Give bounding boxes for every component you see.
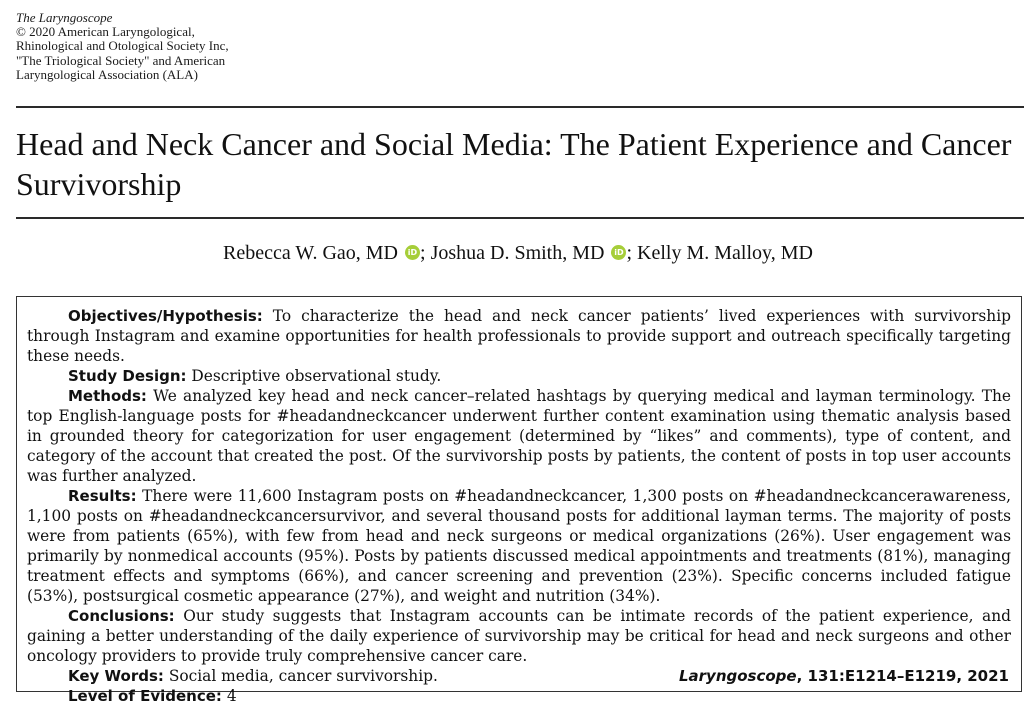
section-heading: Objectives/Hypothesis: — [68, 307, 263, 325]
section-heading: Results: — [68, 487, 137, 505]
copyright-line-2: Rhinological and Otological Society Inc, — [16, 38, 229, 54]
citation — [679, 666, 1009, 686]
section-heading: Study Design: — [68, 367, 187, 385]
section-heading: Key Words: — [68, 667, 164, 685]
journal-name: The Laryngoscope — [16, 10, 113, 25]
abstract-objectives — [27, 306, 1011, 366]
author-name[interactable]: Rebecca W. Gao, MD — [223, 242, 398, 264]
copyright-line-1: © 2020 American Laryngological, — [16, 24, 195, 40]
abstract-study-design — [27, 366, 1011, 386]
abstract-level-of-evidence — [27, 686, 1011, 706]
author-separator: ; — [626, 242, 633, 264]
section-text: To characterize the head and neck cancer patients’ lived experiences with survivorship through Instagram and examine opportunities for health professionals to provide support and outreach specifically targeting these needs. — [27, 307, 1011, 365]
section-heading: Level of Evidence: — [68, 687, 222, 705]
top-divider — [16, 106, 1024, 108]
section-heading: Methods: — [68, 387, 147, 405]
section-text: We analyzed key head and neck cancer–related hashtags by querying medical and layman terminology. The top English-language posts for #headandneckcancer underwent further content examination using thematic analysis based in grounded theory for categorization for user engagement (determined by “likes” and comments), type of content, and category of the account that created the post. Of the survivorship posts by patients, the content of posts in top user accounts was further analyzed. — [27, 387, 1011, 485]
section-text: There were 11,600 Instagram posts on #headandneckcancer, 1,300 posts on #headandneckcancerawareness, 1,100 posts on #headandneckcancersurvivor, and several thousand posts for additional layman terms. The majority of posts were from patients (65%), with few from head and neck surgeons or medical organizations (26%). User engagement was primarily by nonmedical accounts (95%). Posts by patients discussed medical appointments and treatments (81%), managing treatment effects and symptoms (66%), and cancer screening and prevention (23%). Specific concerns included fatigue (53%), postsurgical cosmetic appearance (27%), and weight and nutrition (34%). — [27, 487, 1011, 605]
orcid-icon[interactable]: iD — [611, 245, 626, 260]
citation-journal: Laryngoscope — [678, 667, 797, 685]
author-name[interactable]: Joshua D. Smith, MD — [430, 242, 605, 264]
author-separator: ; — [420, 242, 426, 264]
section-text: Descriptive observational study. — [191, 367, 442, 385]
section-text: Social media, cancer survivorship. — [168, 667, 438, 685]
author-name[interactable]: Kelly M. Malloy, MD — [637, 242, 813, 264]
section-heading: Conclusions: — [68, 607, 175, 625]
journal-info — [16, 11, 229, 82]
orcid-icon[interactable]: iD — [405, 245, 420, 260]
section-text: 4 — [226, 687, 237, 705]
abstract-conclusions — [27, 606, 1011, 666]
section-text: Our study suggests that Instagram accounts can be intimate records of the patient experience, and gaining a better understanding of the daily experience of survivorship may be critical for head and neck surgeons and other oncology providers to provide truly comprehensive cancer care. — [27, 607, 1012, 665]
abstract — [16, 296, 1022, 705]
title-divider — [16, 217, 1024, 219]
abstract-methods — [27, 386, 1011, 486]
copyright-line-3: "The Triological Society" and American — [16, 52, 226, 68]
copyright-line-4: Laryngological Association (ALA) — [16, 66, 198, 82]
abstract-results — [27, 486, 1011, 606]
citation-details: , 131:E1214–E1219, 2021 — [796, 667, 1009, 685]
author-list — [0, 240, 1036, 266]
article-title: Head and Neck Cancer and Social Media: The Patient Experience and Cancer Survivorship — [16, 126, 1012, 202]
